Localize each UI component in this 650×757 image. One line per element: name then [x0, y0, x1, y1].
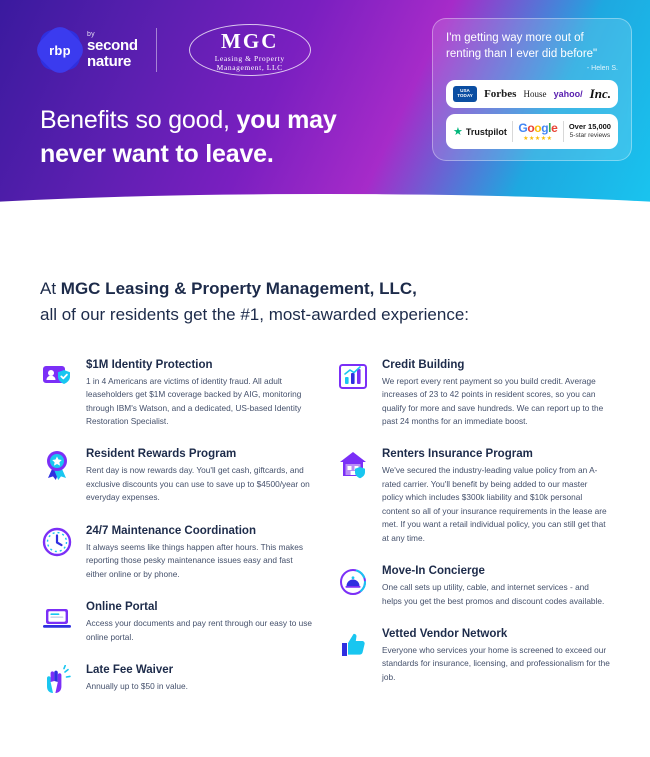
trustpilot-star-icon: ★	[453, 126, 463, 139]
benefit-description: We've secured the industry-leading value policy from an A-rated carrier. You'll benefit by being added to our master policy which includes $300k liability and $10k personal content so all of your insurance requirements in the lease are met. If you want a retail individual policy, you can still get that at any time.	[382, 465, 607, 543]
benefit-description: Annually up to $50 in value.	[86, 680, 188, 691]
concierge-bell-icon	[336, 565, 370, 599]
benefit-item	[40, 601, 314, 644]
mgc-initials: MGC	[221, 28, 279, 53]
yahoo-logo: yahoo/	[553, 89, 583, 100]
benefit-item	[40, 448, 314, 504]
lead-line2: all of our residents get the #1, most-awarded experience:	[40, 305, 470, 325]
second-nature-wordmark	[87, 31, 138, 70]
google-logo: Google	[518, 121, 558, 136]
benefit-description: Everyone who services your home is screened to exceed our standards for insurance, licensing, and professionalism for the job.	[382, 644, 610, 682]
clock-icon	[40, 525, 74, 559]
logo-divider	[156, 28, 157, 72]
trustpilot-block	[453, 125, 507, 138]
benefits-grid	[40, 359, 610, 718]
trustpilot-label: Trustpilot	[465, 126, 507, 137]
benefit-item	[336, 448, 610, 545]
benefit-title: Credit Building	[382, 358, 465, 371]
headline-part3: never want to leave.	[40, 139, 274, 168]
benefit-description: Rent day is now rewards day. You'll get cash, giftcards, and exclusive discounts you can use to save up to $4500/year on everyday expenses.	[86, 465, 310, 503]
second-nature-line2: nature	[87, 52, 132, 70]
google-rating-block	[518, 121, 557, 142]
usa-today-logo: USA TODAY	[453, 86, 477, 102]
rbp-flower-icon	[40, 30, 80, 70]
rbp-logo-text: rbp	[49, 42, 71, 58]
second-nature-line1: second	[87, 36, 138, 54]
benefit-description: 1 in 4 Americans are victims of identity fraud. All adult leaseholders get $1M coverage backed by AIG, monitoring through IBM's Watson, and a dedicated, US-based Identity Restoration Specialist.	[86, 375, 302, 426]
benefit-item	[336, 565, 610, 608]
hero-banner	[0, 0, 650, 228]
benefit-title: Resident Rewards Program	[86, 448, 237, 461]
benefit-title: Vetted Vendor Network	[382, 627, 508, 640]
headline-part1: Benefits so good,	[40, 106, 230, 134]
benefit-item	[336, 628, 610, 684]
reviews-count-top: Over 15,000	[568, 122, 611, 132]
benefit-title: Move-In Concierge	[382, 565, 485, 578]
lead-company-name: MGC Leasing & Property Management, LLC,	[60, 279, 417, 298]
benefit-description: One call sets up utility, cable, and internet services - and helps you get the best promos and discount codes available.	[382, 582, 605, 606]
thumbs-up-icon	[336, 628, 370, 662]
benefit-description: It always seems like things happen after hours. This makes reporting those pesky maintenance issues easy and fast either online or by phone.	[86, 541, 304, 579]
headline-part2: you may	[236, 106, 337, 134]
benefit-item	[40, 359, 314, 429]
mgc-subtitle-line1: Leasing & Property	[214, 53, 285, 63]
benefit-title: Online Portal	[86, 601, 158, 614]
press-logos-row-1	[446, 80, 618, 108]
bar-chart-credit-icon	[336, 359, 370, 393]
benefit-description: We report every rent payment so you build credit. Average increases of 23 to 42 points in resident scores, so you can qualify for more and save hundreds. We can report up to the past 24 months for an immediate boost.	[382, 375, 604, 426]
main-content	[0, 228, 650, 718]
lead-paragraph	[40, 276, 610, 329]
review-card	[432, 18, 632, 161]
laptop-icon	[40, 601, 74, 635]
mgc-logo	[175, 22, 325, 78]
reviews-count-bottom: 5-star reviews	[569, 132, 611, 140]
lead-prefix: At	[40, 279, 61, 298]
benefit-title: $1M Identity Protection	[86, 358, 213, 371]
benefit-title: Renters Insurance Program	[382, 448, 533, 461]
benefit-item	[40, 525, 314, 581]
google-stars-icon: ★★★★★	[523, 136, 553, 143]
rewards-badge-icon	[40, 448, 74, 482]
inc-logo: Inc.	[589, 86, 611, 102]
hero-wave-shape	[0, 194, 650, 228]
reviews-count-block	[569, 123, 611, 139]
hand-waiver-icon	[40, 664, 74, 698]
review-attribution: - Helen S.	[586, 65, 618, 73]
benefit-item	[40, 664, 314, 698]
rbp-second-nature-logo	[40, 30, 138, 70]
hero-headline	[40, 104, 440, 172]
benefit-description: Access your documents and pay rent through our easy to use online portal.	[86, 618, 312, 642]
benefit-item	[336, 359, 610, 429]
ratings-divider-2	[563, 121, 564, 142]
mgc-subtitle-line2: Management, LLC	[216, 62, 283, 72]
house-logo: House	[523, 89, 547, 100]
house-shield-icon	[336, 448, 370, 482]
benefit-title: Late Fee Waiver	[86, 663, 174, 676]
forbes-logo: Forbes	[484, 88, 517, 101]
id-card-shield-icon	[40, 359, 74, 393]
benefits-right-column	[336, 359, 610, 718]
ratings-row	[446, 114, 618, 149]
second-nature-by-label: by	[87, 30, 95, 38]
benefits-left-column	[40, 359, 314, 718]
review-quote: I'm getting way more out of renting than I ever did before"	[446, 32, 598, 60]
ratings-divider-1	[512, 121, 513, 142]
benefit-title: 24/7 Maintenance Coordination	[86, 524, 256, 537]
